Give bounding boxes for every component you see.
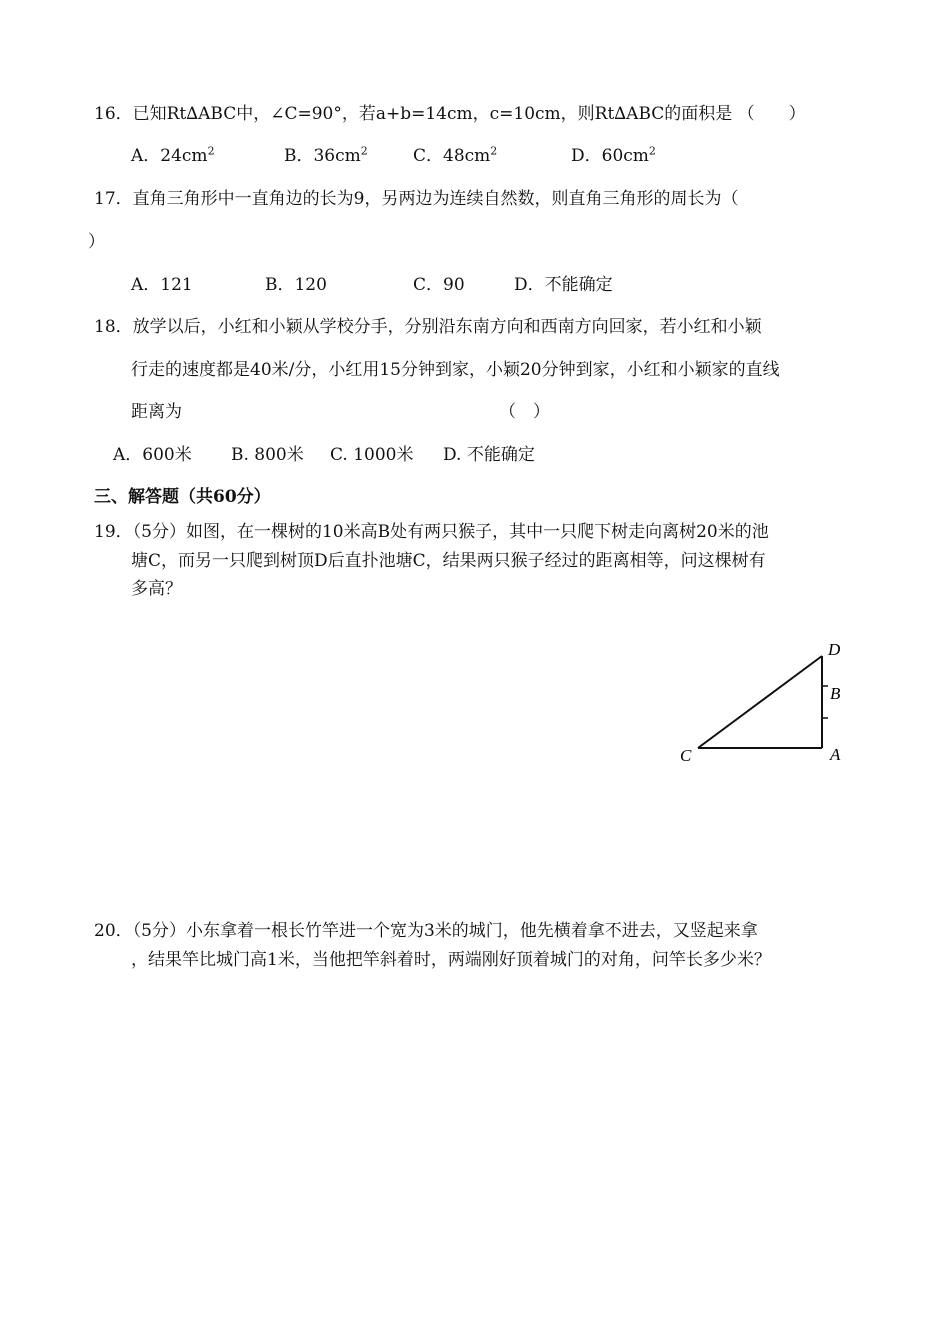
q19-stem-line-1: 19．（5分）如图，在一棵树的10米高B处有两只猴子，其中一只爬下树走向离树20米的池 xyxy=(94,522,769,542)
q16-option-c: C．$48cm^2$ xyxy=(413,144,498,166)
triangle-side-cd xyxy=(698,656,822,748)
vertex-label-b: B xyxy=(830,684,841,703)
q18-answer-paren: （ ） xyxy=(499,402,550,422)
q18-option-b: B. 800米 xyxy=(231,445,304,465)
q17-option-a: A．121 xyxy=(131,275,193,295)
q18-option-a: A．600米 xyxy=(113,445,192,465)
q16-stem: 16．已知Rt∆ABC中，∠C=90°，若a+b=14cm，c=10cm，则Rt∆ABC的面积是 （ ） xyxy=(94,104,806,124)
vertex-label-a: A xyxy=(830,745,841,764)
q17-stem-line-2: ） xyxy=(88,232,105,252)
q18-option-d: D. 不能确定 xyxy=(443,445,535,465)
vertex-label-d: D xyxy=(828,640,841,659)
section-3-heading: 三、解答题（共60分） xyxy=(94,487,271,507)
q19-stem-line-2: 塘C，而另一只爬到树顶D后直扑池塘C，结果两只猴子经过的距离相等，问这棵树有 xyxy=(131,551,766,571)
vertex-label-c: C xyxy=(680,746,692,765)
q18-stem-line-1: 18．放学以后，小红和小颖从学校分手，分别沿东南方向和西南方向回家，若小红和小颖 xyxy=(94,317,762,337)
q17-option-c: C．90 xyxy=(413,275,465,295)
q17-option-d: D．不能确定 xyxy=(514,275,613,295)
q18-stem-line-2: 行走的速度都是40米/分，小红用15分钟到家，小颖20分钟到家，小红和小颖家的直线 xyxy=(131,360,780,380)
q20-stem-line-2: ，结果竿比城门高1米，当他把竿斜着时，两端刚好顶着城门的对角，问竿长多少米？ xyxy=(131,950,771,970)
q16-option-b: B．$36cm^2$ xyxy=(284,144,368,166)
q17-option-b: B．120 xyxy=(265,275,327,295)
q17-stem-line-1: 17．直角三角形中一直角边的长为9，另两边为连续自然数，则直角三角形的周长为（ xyxy=(94,189,739,209)
q18-option-c: C. 1000米 xyxy=(330,445,414,465)
q20-stem-line-1: 20．（5分）小东拿着一根长竹竿进一个宽为3米的城门，他先横着拿不进去，又竖起来拿 xyxy=(94,921,758,941)
q16-option-a: A．$24cm^2$ xyxy=(131,144,215,166)
q19-stem-line-3: 多高？ xyxy=(131,579,182,599)
q16-option-d: D．$60cm^2$ xyxy=(571,144,656,166)
q18-stem-line-3: 距离为 xyxy=(131,402,182,422)
